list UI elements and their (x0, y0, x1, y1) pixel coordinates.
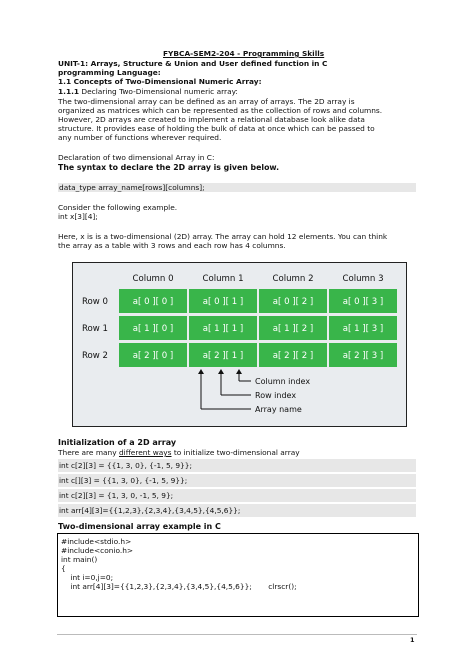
init-text-before: There are many (58, 448, 119, 457)
init-heading: Initialization of a 2D array (58, 438, 177, 447)
program-line: int arr[4][3]={{1,2,3},{2,3,4},{3,4,5},{4,5,6}}; clrscr(); (61, 582, 297, 591)
init-code-line: int c[][3] = {{1, 3, 0}, {-1, 5, 9}}; (58, 474, 416, 487)
init-description (58, 448, 300, 457)
explain-line: the array as a table with 3 rows and each row has 4 columns. (58, 241, 286, 250)
annotation-label: Column index (255, 377, 311, 386)
page-header: FYBCA-SEM2-204 - Programming Skills (163, 49, 325, 58)
array-cell-label: a[ 2 ][ 0 ] (132, 351, 174, 361)
annotation-label: Array name (255, 405, 302, 414)
example-code: int x[3][4]; (58, 212, 98, 221)
array-cell-label: a[ 2 ][ 3 ] (342, 351, 384, 361)
array-cell-label: a[ 0 ][ 2 ] (272, 297, 314, 307)
array-cell-label: a[ 0 ][ 3 ] (342, 297, 384, 307)
intro-line: structure. It provides ease of holding the bulk of data at once which can be passed to (58, 124, 375, 133)
column-header: Column 0 (132, 274, 174, 284)
footer-divider (57, 634, 417, 635)
declaration-line: Declaration of two dimensional Array in C: (58, 153, 215, 162)
array-cell-label: a[ 0 ][ 1 ] (202, 297, 244, 307)
syntax-heading: The syntax to declare the 2D array is given below. (58, 163, 280, 172)
row-header: Row 1 (81, 324, 109, 334)
program-line: #include<stdio.h> (61, 537, 132, 546)
column-header: Column 2 (272, 274, 314, 284)
intro-line: organized as matrices which can be represented as the collection of rows and columns. (58, 106, 383, 115)
column-header: Column 3 (342, 274, 384, 284)
section-heading: 1.1 Concepts of Two-Dimensional Numeric Array: (58, 77, 262, 86)
annotation-label: Row index (255, 391, 297, 400)
init-text-after: to initialize two-dimensional array (171, 448, 300, 457)
page-number: 1 (410, 636, 415, 644)
unit-heading-line-1: UNIT-1: Arrays, Structure & Union and User defined function in C (58, 59, 328, 68)
array-cell-label: a[ 1 ][ 1 ] (202, 324, 244, 334)
example-intro: Consider the following example. (58, 203, 178, 212)
unit-heading-line-2: programming Language: (58, 68, 161, 77)
intro-line: However, 2D arrays are created to implement a relational database look alike data (58, 115, 365, 124)
subsection-title: Declaring Two-Dimensional numeric array: (79, 87, 238, 96)
array-cell-label: a[ 1 ][ 0 ] (132, 324, 174, 334)
example-program-box (57, 533, 419, 617)
example-heading: Two-dimensional array example in C (58, 522, 221, 531)
column-header: Column 1 (202, 274, 244, 284)
array-cell-label: a[ 0 ][ 0 ] (132, 297, 174, 307)
row-header: Row 2 (81, 351, 109, 361)
array-diagram (72, 262, 407, 427)
explain-line: Here, x is is a two-dimensional (2D) array. The array can hold 12 elements. You can think (58, 232, 388, 241)
array-diagram-svg (73, 263, 406, 426)
row-header: Row 0 (81, 297, 109, 307)
program-line: { (61, 564, 66, 573)
different-ways-link[interactable]: different ways (118, 448, 172, 457)
array-cell-label: a[ 1 ][ 3 ] (342, 324, 384, 334)
subsection-heading (58, 87, 238, 96)
init-code-line: int c[2][3] = {{1, 3, 0}, {-1, 5, 9}}; (58, 459, 416, 472)
init-code-line: int c[2][3] = {1, 3, 0, -1, 5, 9}; (58, 489, 416, 502)
subsection-number: 1.1.1 (58, 87, 80, 96)
syntax-code: data_type array_name[rows][columns]; (58, 183, 416, 192)
intro-line: The two-dimensional array can be defined as an array of arrays. The 2D array is (58, 97, 355, 106)
program-line: int i=0,j=0; (61, 573, 114, 582)
array-cell-label: a[ 2 ][ 2 ] (272, 351, 314, 361)
intro-line: any number of functions wherever required. (58, 133, 222, 142)
array-cell-label: a[ 2 ][ 1 ] (202, 351, 244, 361)
init-code-line: int arr[4][3]={{1,2,3},{2,3,4},{3,4,5},{4,5,6}}; (58, 504, 416, 517)
array-cell-label: a[ 1 ][ 2 ] (272, 324, 314, 334)
program-line: #include<conio.h> (61, 546, 134, 555)
program-line: int main() (61, 555, 98, 564)
